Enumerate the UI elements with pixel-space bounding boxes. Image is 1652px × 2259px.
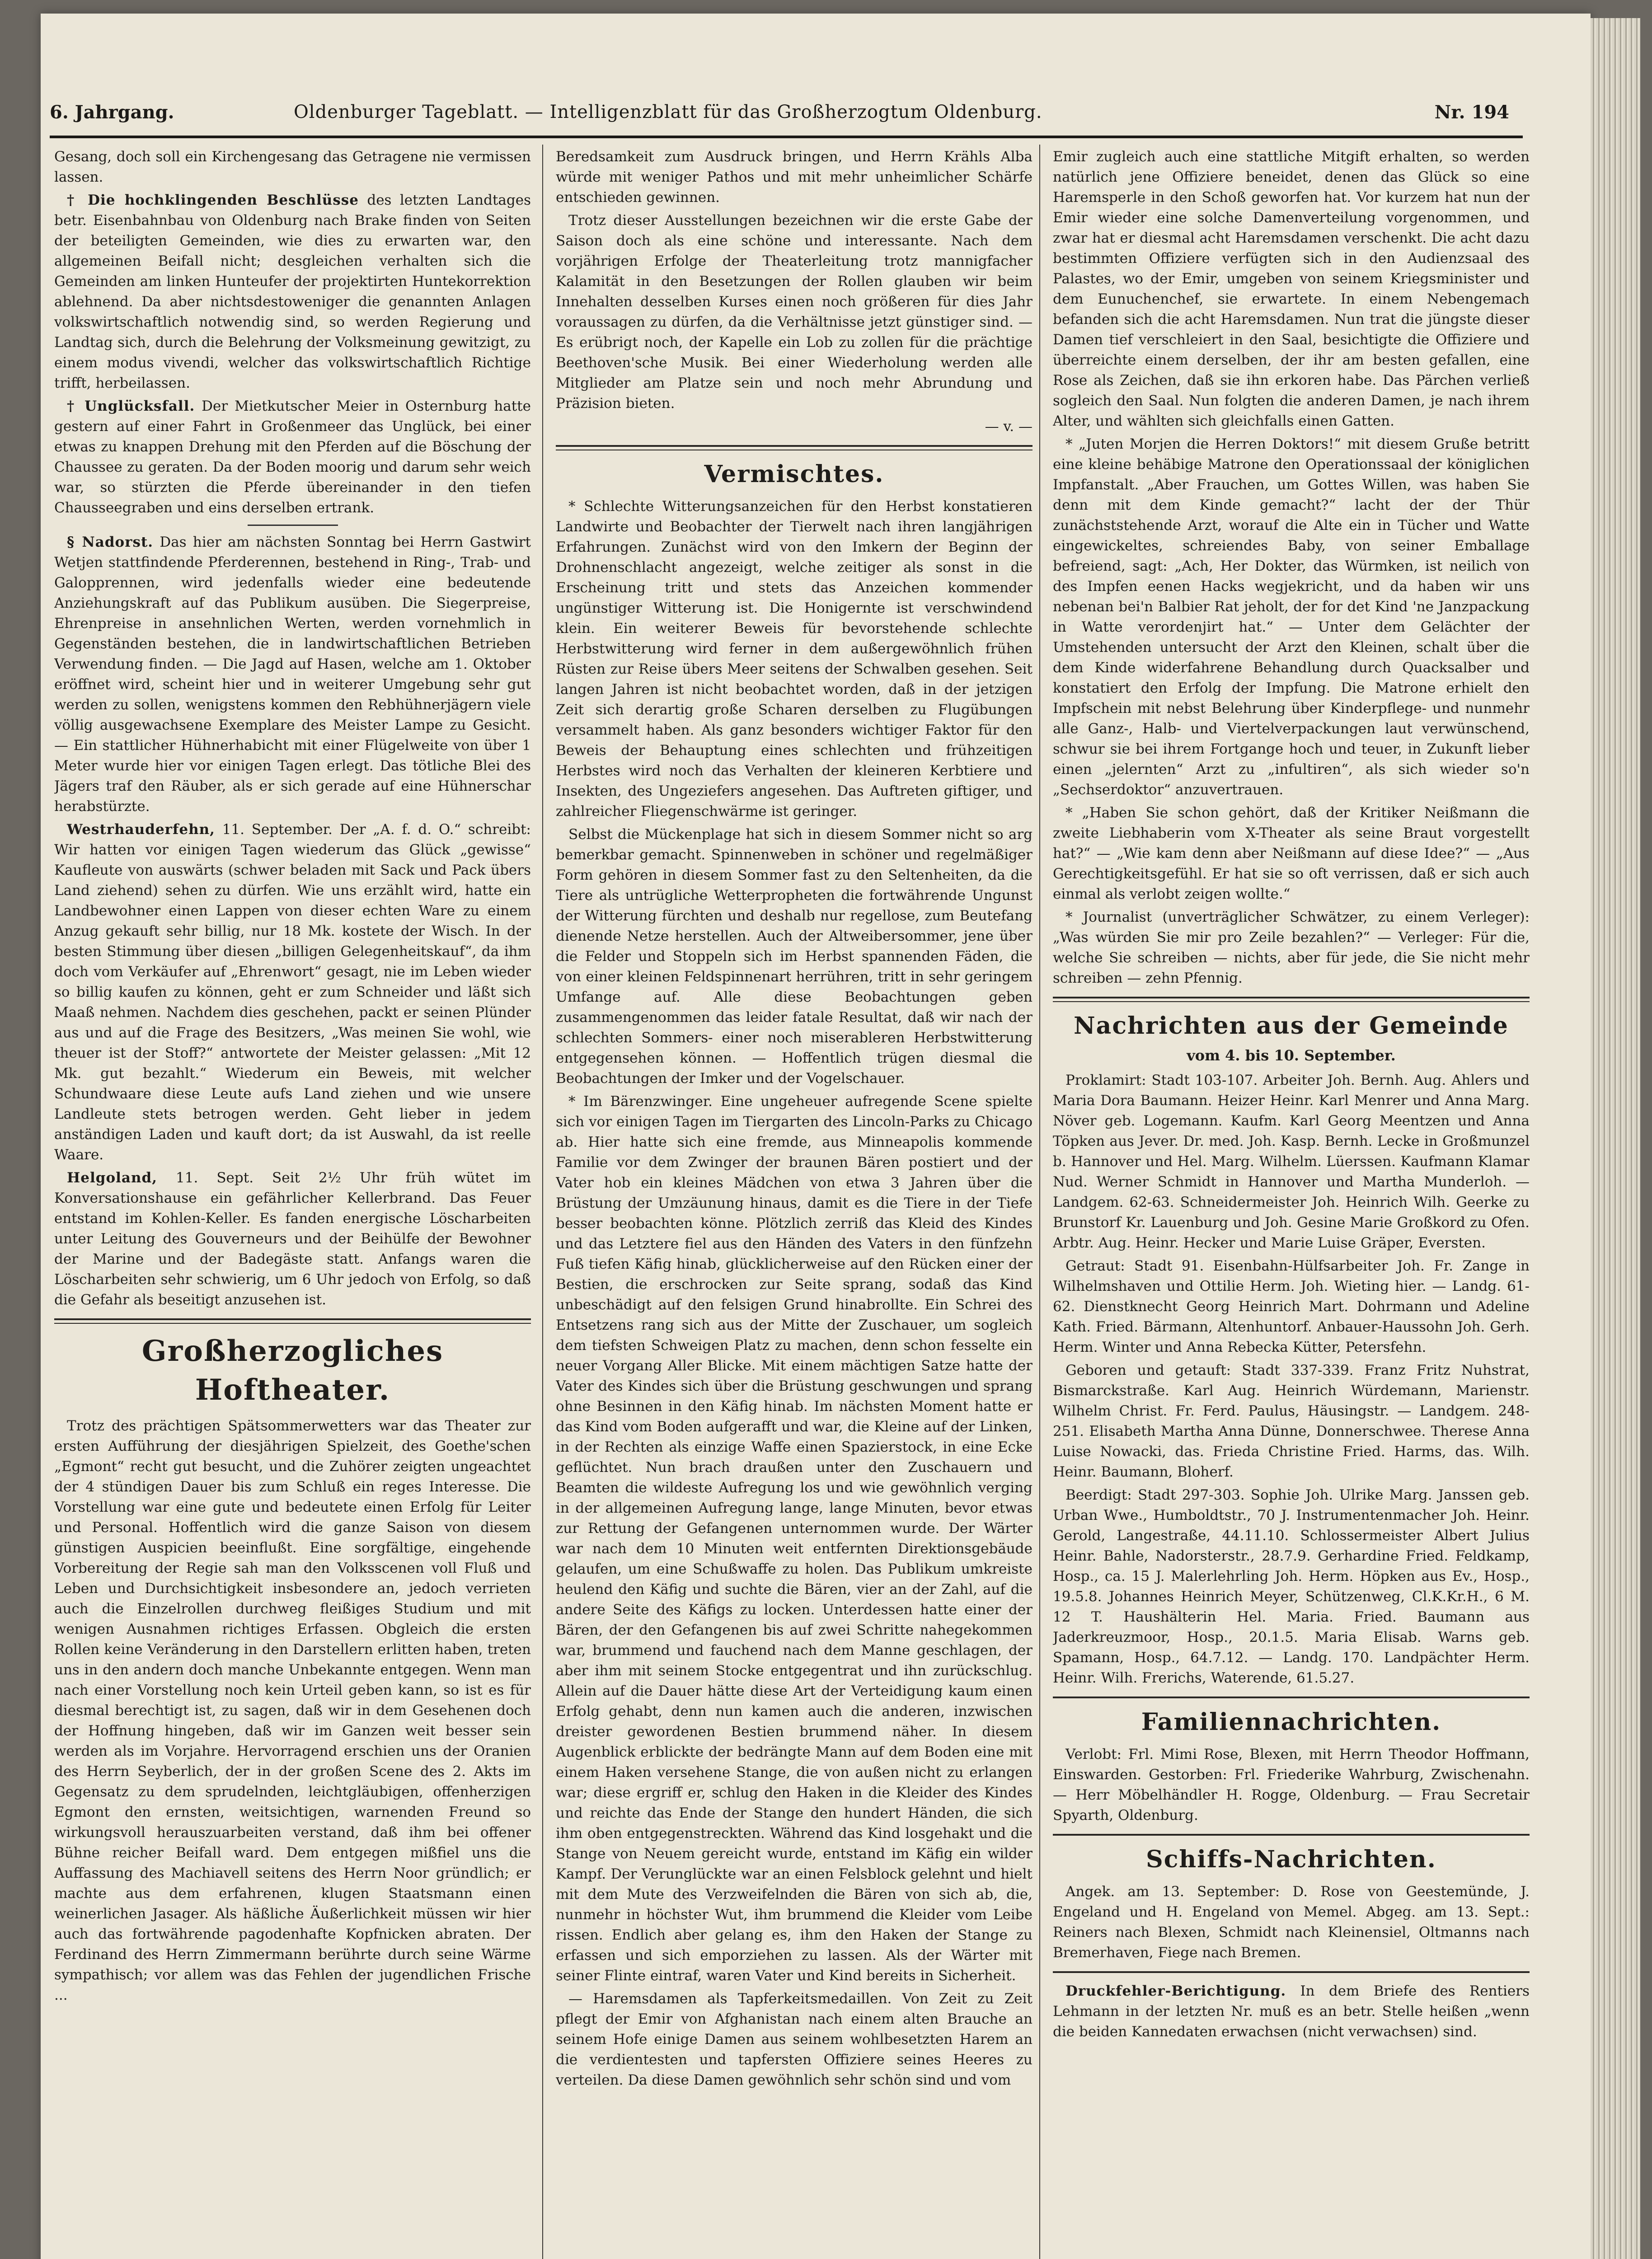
column-3	[1053, 147, 1530, 2259]
column-rule	[542, 145, 543, 2259]
article-paragraph: Gesang, doch soll ein Kirchengesang das Getragene nie vermissen lassen.	[54, 149, 531, 185]
article-paragraph: * „Juten Morjen die Herren Doktors!“ mit diesem Gruße betritt eine kleine behäbige Matrone den Operationssaal der königlichen Impfanstalt. „Aber Frauchen, um Gottes Willen, was haben Sie denn mit dem Kinde gemacht?“ lacht der der Thür zunächststehende Arzt, worauf die Alte ein in Tücher und Watte eingewickeltes, schreiendes Baby, von seiner Emballage befreiend, sagt: „Ach, Her Dokter, das Würmken, ist neilich von des Impfen eenen Hacks wegjekricht, und da haben wir uns nebenan bei'n Balbier Rat jeholt, der for det Kind 'ne Janzpackung in Watte verordenjirt hat.“ — Unter dem Gelächter der Umstehenden untersucht der Arzt den Kleinen, schalt über die dem Kinde widerfahrene Behandlung durch Quacksalber und konstatiert den Erfolg der Impfung. Die Matrone erhielt den Impfschein mit nebst Belehrung über Kinderpflege- und nunmehr alle Ganz-, Halb- und Viertelverpackungen laut verwünschend, schwur sie bei ihrem Fortgange hoch und teuer, in Zukunft lieber einen „jelernten“ Arzt zu „infultiren“, als sich wieder so'n „Sechserdoktor“ anzuvertrauen.	[1053, 436, 1530, 798]
section-title: Schiffs-Nachrichten.	[1146, 1846, 1436, 1873]
separator	[248, 525, 338, 526]
erratum-paragraph	[1053, 1981, 1530, 2042]
section-rule	[1053, 1834, 1530, 1836]
article-paragraph: Emir zugleich auch eine stattliche Mitgift erhalten, so werden natürlich jene Offiziere beneidet, denen das Glück so eine Haremsperle in den Schoß geworfen hat. Vor kurzem hat nun der Emir wieder eine solche Damenverteilung vorgenommen, und zwar hat er diesmal acht Haremsdamen verschenkt. Die acht dazu bestimmten Offiziere verfügten sich in den Audienzsaal des Palastes, wo der Emir, umgeben von seinem Kriegsminister und dem Eunuchenchef, sie erwartete. In einem Nebengemach befanden sich die acht Haremsdamen. Nun trat die jüngste dieser Damen tief verschleiert in den Saal, besichtigte die Offiziere und überreichte einem derselben, der ihr am besten gefallen, eine Rose als Zeichen, daß sie ihn erkoren habe. Das Pärchen verließ sogleich den Saal. Nun folgten die anderen Damen, je nach ihrem Alter, und wählten sich gleichfalls einen Gatten.	[1053, 149, 1530, 429]
section-title: Nachrichten aus der Gemeinde	[1074, 1012, 1509, 1040]
section-rule	[1053, 1697, 1530, 1698]
registry-entry: Proklamirt: Stadt 103-107. Arbeiter Joh. Bernh. Aug. Ahlers und Maria Dora Baumann. Heizer Heinr. Karl Menrer und Anna Marg. Növer geb. Logemann. Kaufm. Karl Georg Meentzen und Anna Töpken aus Jever. Dr. med. Joh. Kasp. Bernh. Lecke in Großmunzel b. Hannover und Hel. Marg. Wilhelm. Lüerssen. Kaufmann Klamar Nud. Werner Schmidt in Hannover und Martha Munderloh. — Landgem. 62-63. Schneidermeister Joh. Heinrich Wilh. Geerke zu Brunstorf Kr. Lauenburg und Joh. Gesine Marie Großkord zu Ofen. Arbtr. Aug. Heinr. Hecker und Marie Luise Gräper, Eversten.	[1053, 1072, 1530, 1251]
masthead-title: Oldenburger Tageblatt. — Intelligenzblatt für das Großherzogtum Oldenburg.	[294, 102, 1042, 122]
column-rule	[1039, 145, 1040, 2259]
column-1	[54, 147, 531, 2259]
article-text: 11. Sept. Seit 2½ Uhr früh wütet im Konversationshause ein gefährlicher Kellerbrand. Das Feuer entstand im Kohlen-Keller. Es fanden energische Löscharbeiten unter Leitung des Gouverneurs und der Beihülfe der Bewohner der Marine und der Badegäste statt. Anfangs waren die Löscharbeiten sehr schwierig, um 6 Uhr jedoch von Erfolg, so daß die Gefahr als beseitigt anzusehen ist.	[54, 1170, 531, 1308]
article-lead: Westrhauderfehn,	[67, 821, 215, 838]
section-rule	[1053, 1971, 1530, 1973]
article-paragraph: * Schlechte Witterungsanzeichen für den Herbst konstatieren Landwirte und Beobachter der Tierwelt nach ihren langjährigen Erfahrungen. Zunächst wird von den Imkern der Beginn der Drohnenschlacht angezeigt, welche zeitiger als sonst in die Erscheinung tritt und stets das Anzeichen kommender ungünstiger Witterung ist. Die Honigernte ist verschwindend klein. Ein weiterer Beweis für bevorstehende schlechte Herbstwitterung wird ferner in dem außergewöhnlich frühen Rüsten zur Reise übers Meer seitens der Schwalben gesehen. Seit langen Jahren ist nicht beobachtet worden, daß in der jetzigen Zeit sich derartig große Scharen derselben zu Flugübungen versammelt haben. Als ganz besonders wichtiger Faktor für den Beweis der Behauptung eines schlechten und frühzeitigen Herbstes wird noch das Verhalten der kleineren Kerbtiere und Insekten, des Ungeziefers angesehen. Das Auftreten giftiger, und zahlreicher Fliegenschwärme ist geringer.	[556, 498, 1032, 820]
registry-entry: Beerdigt: Stadt 297-303. Sophie Joh. Ulrike Marg. Janssen geb. Urban Wwe., Humboldtstr., 70 J. Instrumentenmacher Joh. Heinr. Gerold, Langestraße, 44.11.10. Schlossermeister Albert Julius Heinr. Bahle, Nadorsterstr., 28.7.9. Gerhardine Fried. Feldkamp, Hosp., ca. 15 J. Malerlehrling Joh. Herm. Höpken aus Ev., Hosp., 19.5.8. Johannes Heinrich Meyer, Schützenweg, Cl.K.Kr.H., 6 M. 12 T. Haushälterin Hel. Maria. Fried. Baumann aus Jaderkreuzmoor, Hosp., 20.1.5. Maria Elisab. Warns geb. Spamann, Hosp., 64.7.12. — Landg. 170. Landpächter Herm. Heinr. Wilh. Frerichs, Waterende, 61.5.27.	[1053, 1487, 1530, 1686]
section-rule	[1053, 997, 1530, 1002]
section-rule	[54, 1318, 531, 1324]
article-paragraph	[54, 190, 531, 394]
article-paragraph: * Im Bärenzwinger. Eine ungeheuer aufregende Scene spielte sich vor einigen Tagen im Tiergarten des Lincoln-Parks zu Chicago ab. Hier hatte sich eine fremde, aus Minneapolis kommende Familie vor dem Zwinger der braunen Bären postiert und der Vater hob ein kleines Mädchen von etwa 3 Jahren über die Brüstung der Umzäunung hinaus, damit es die Tiere in der Tiefe besser beobachten könne. Plötzlich zerriß das Kleid des Kindes und das Letztere fiel aus den Händen des Vaters in den fünfzehn Fuß tiefen Käfig hinab, glücklicherweise auf den Rücken einer der Bestien, die erschrocken zur Seite sprang, sodaß das Kind unbeschädigt auf den felsigen Grund hinabrollte. Ein Schrei des Entsetzens rang sich aus der Mitte der Zuschauer, um sogleich dem tiefsten Schweigen Platz zu machen, denn schon fesselte ein neuer Vorgang Aller Blicke. Mit einem mächtigen Satze hatte der Vater des Kindes sich über die Brüstung geschwungen und sprang ohne Besinnen in den Käfig hinab. Im nächsten Moment hatte er das Kind vom Boden aufgerafft und war, die Kleine auf der Linken, in der Rechten als einzige Waffe einen Spazierstock, in eine Ecke geflüchtet. Nun brach draußen unter den Zuschauern und Beamten die wildeste Aufregung los und wie gewöhnlich verging in der allgemeinen Aufregung lange, lange Minuten, bevor etwas zur Rettung der Gefangenen unternommen wurde. Der Wärter war nach dem 10 Minuten weit entfernten Direktionsgebäude gelaufen, um eine Schußwaffe zu holen. Das Publikum umkreiste heulend den Käfig und suchte die Bären, vier an der Zahl, auf die andere Seite des Käfigs zu locken. Unterdessen hatte einer der Bären, der den Gefangenen bis auf zwei Schritte nahegekommen war, brummend und fauchend nach dem Manne geschlagen, der aber ihm mit seinem Stocke entgegentrat und ihn zurückschlug. Allein auf die Dauer hätte diese Art der Verteidigung kaum einen Erfolg gehabt, denn nun kamen auch die anderen, inzwischen dreister gewordenen Bestien brummend näher. In diesem Augenblick erblickte der bedrängte Mann auf dem Boden eine mit einem Haken versehene Stange, die von außen nicht zu erlangen war; diese ergriff er, schlug den Haken in die Kleider des Kindes und reichte das Ende der Stange den hundert Händen, die sich ihm oben entgegenstreckten. Während das Kind losgehakt und die Stange von Neuem gereicht wurde, entstand im Käfig ein wilder Kampf. Der Verunglückte war an einen Felsblock gelehnt und hielt mit dem Mute des Verzweifelnden die Bären von sich ab, die, nunmehr in höchster Wut, ihm brummend die Kleider vom Leibe rissen. Endlich aber gelang es, ihm den Haken der Stange zu erfassen und sich emporziehen zu lassen. Als der Wärter mit seiner Flinte eintraf, waren Vater und Kind bereits in Sicherheit.	[556, 1093, 1032, 1984]
article-text: 11. September. Der „A. f. d. O.“ schreibt: Wir hatten vor einigen Tagen wiederum das Glück „gewisse“ Kaufleute von auswärts (schwer beladen mit Sack und Pack übers Land ziehend) sehen zu dürfen. Wie uns erzählt wird, hatte ein Landbewohner einen Lappen von dieser echten Ware zu einem Anzug gekauft sehr billig, nur 18 Mk. kostete der Wisch. In der besten Stimmung über diesen „billigen Gelegenheitskauf“, da ihm doch vom Verkäufer auf „Ehrenwort“ gesagt, nie im Leben wieder so billig kaufen zu können, geht er zum Schneider und läßt sich Maaß nehmen. Nachdem dies geschehen, packt er seinen Plünder aus und auf die Frage des Besitzers, „Was meinen Sie wohl, wie theuer ist der Stoff?“ antwortete der Meister gelassen: „Mit 12 Mk. gut bezahlt.“ Wiederum ein Beweis, mit welcher Schundwaare diese Leute aufs Land ziehen und wie unsere Landleute stets betrogen werden. Geht lieber in jedem anständigen Laden und kauft dort; da ist Auswahl, da ist reelle Waare.	[54, 821, 531, 1163]
page-stack-edges	[1591, 18, 1640, 2259]
article-paragraph: Beredsamkeit zum Ausdruck bringen, und Herrn Krähls Alba würde mit weniger Pathos und mit mehr unheimlicher Schärfe entschieden gewinnen.	[556, 149, 1032, 206]
article-paragraph: Trotz des prächtigen Spätsommerwetters war das Theater zur ersten Aufführung der diesjährigen Spielzeit, des Goethe'schen „Egmont“ recht gut besucht, und die Zuhörer zeigten ungeachtet der 4 stündigen Dauer bis zum Schluß ein reges Interesse. Die Vorstellung war eine gute und bedeutete einen Erfolg für Leiter und Personal. Hoffentlich wird die ganze Saison von diesem günstigen Auspicien beeinflußt. Eine sorgfältige, eingehende Vorbereitung der Regie sah man den Volksscenen voll Fluß und Leben und Durchsichtigkeit insbesondere an, jedoch verrieten auch die Einzelrollen durchweg fleißiges Studium und mit wenigen Ausnahmen richtiges Erfassen. Obgleich die ersten Rollen keine Veränderung in den Darstellern erlitten haben, treten uns in den andern doch manche Unbekannte entgegen. Wenn man nach einer Vorstellung noch kein Urteil geben kann, so ist es für diesmal berechtigt ist, zu sagen, daß wir in dem Gesehenen doch der Hoffnung hingeben, daß wir im Ganzen weit besser sein werden als im Vorjahre. Hervorragend erschien uns der Oranien des Herrn Seyberlich, der in der großen Scene des 2. Akts im Gegensatz zu dem sprudelnden, leichtgläubigen, offenherzigen Egmont den ernsten, weitsichtigen, warnenden Freund so wirkungsvoll herauszuarbeiten verstand, daß ihm bei offener Bühne reicher Beifall ward. Dem entgegen mißfiel uns die Auffassung des Machiavell seitens des Herrn Noor gründlich; er machte aus dem erfahrenen, klugen Staatsmann einen weinerlichen Jasager. Als häßliche Äußerlichkeit müssen wir hier auch das fortwährende pagodenhafte Kopfnicken abraten. Der Ferdinand des Herrn Zimmermann berührte durch seine Wärme sympathisch; vor allem was das Fehlen der jugendlichen Frische ...	[54, 1418, 531, 2003]
article-paragraph	[54, 1168, 531, 1310]
section-title: Großherzogliches Hoftheater.	[141, 1334, 444, 1407]
ship-notices: Angek. am 13. September: D. Rose von Geestemünde, J. Engeland und H. Engeland von Memel. Abgeg. am 13. Sept.: Reiners nach Blexen, Schmidt nach Kleinensiel, Oltmanns nach Bremerhaven, Fiege nach Bremen.	[1053, 1884, 1530, 1961]
article-paragraph: * „Haben Sie schon gehört, daß der Kritiker Neißmann die zweite Liebhaberin vom X-Theater als seine Braut vorgestellt hat?“ — „Wie kam denn aber Neißmann auf diese Idee?“ — „Aus Gerechtigkeitsgefühl. Er hat sie so oft verrissen, daß er sich auch einmal als verlobt zeigen wollte.“	[1053, 805, 1530, 902]
section-rule	[556, 445, 1032, 450]
article-lead: Helgoland,	[67, 1170, 158, 1186]
issue-number: Nr. 194	[1434, 102, 1509, 123]
article-paragraph: Selbst die Mückenplage hat sich in diesem Sommer nicht so arg bemerkbar gemacht. Spinnenweben in schöner und regelmäßiger Form gehören in diesem Sommer fast zu den Seltenheiten, da die Tiere als untrügliche Wetterpropheten die fortwährende Ungunst der Witterung fürchten und deshalb nur regellose, zum Beutefang dienende Netze herstellen. Auch der Altweibersommer, jene über die Felder und Stoppeln sich im Herbst spannenden Fäden, die von einer kleinen Feldspinnenart herrühren, tritt in sehr geringem Umfange auf. Alle diese Beobachtungen geben zusammengenommen das leider fatale Resultat, daß wir nach der schlechten Sommers- einer noch miserableren Herbstwitterung entgegensehen können. — Hoffentlich trügen diesmal die Beobachtungen der Imker und der Vogelschauer.	[556, 826, 1032, 1087]
article-text: In dem Briefe des Rentiers Lehmann in der letzten Nr. muß es an betr. Stelle heißen „wenn die beiden Kannedaten erwachsen (nicht verwachsen) sind.	[1053, 1983, 1530, 2040]
article-paragraph: Trotz dieser Ausstellungen bezeichnen wir die erste Gabe der Saison doch als eine schöne und interessante. Nach dem vorjährigen Erfolge der Theaterleitung trotz mannigfacher Kalamität in den Besetzungen der Rollen glauben wir beim Innehalten desselben Kurses einen noch größeren für dies Jahr voraussagen zu dürfen, da die Verhältnisse jetzt günstiger sind. — Es erübrigt noch, der Kapelle ein Lob zu zollen für die prächtige Beethoven'sche Musik. Bei einer Wiederholung werden alle Mitglieder am Platze sein und noch mehr Abrundung und Präzision bieten.	[556, 212, 1032, 412]
volume-label: 6. Jahrgang.	[50, 102, 174, 123]
registry-entry: Getraut: Stadt 91. Eisenbahn-Hülfsarbeiter Joh. Fr. Zange in Wilhelmshaven und Ottilie Herm. Joh. Wieting hier. — Landg. 61-62. Dienstknecht Georg Heinrich Mart. Dohrmann und Adeline Kath. Fried. Bärmann, Altenhuntorf. Anbauer-Haussohn Joh. Gerh. Herm. Winter und Anna Rebecka Kütter, Petersfehn.	[1053, 1258, 1530, 1355]
section-title: Familiennachrichten.	[1141, 1708, 1441, 1736]
article-lead: † Die hochklingenden Beschlüsse	[67, 192, 359, 208]
author-signature: — v. —	[985, 418, 1032, 435]
article-paragraph	[54, 396, 531, 518]
column-2	[556, 147, 1032, 2259]
article-paragraph	[54, 820, 531, 1165]
section-subtitle: vom 4. bis 10. September.	[1187, 1047, 1396, 1064]
family-notices: Verlobt: Frl. Mimi Rose, Blexen, mit Herrn Theodor Hoffmann, Einswarden. Gestorben: Frl. Friederike Wahrburg, Zwischenahn. — Herr Möbelhändler H. Rogge, Oldenburg. — Frau Secretair Spyarth, Oldenburg.	[1053, 1746, 1530, 1823]
article-text: Der Mietkutscher Meier in Osternburg hatte gestern auf einer Fahrt in Großenmeer das Unglück, bei einer etwas zu knappen Drehung mit den Pferden auf die Böschung der Chaussee zu geraten. Da der Boden moorig und darum sehr weich war, so stürzten die Pferde übereinander in den tiefen Chausseegraben und eins derselben ertrank.	[54, 398, 531, 516]
article-lead: § Nadorst.	[67, 534, 154, 550]
header-rule	[50, 136, 1523, 138]
article-lead: † Unglücksfall.	[67, 398, 195, 414]
article-text: Das hier am nächsten Sonntag bei Herrn Gastwirt Wetjen stattfindende Pferderennen, bestehend in Ring-, Trab- und Galopprennen, wird jedenfalls wieder eine bedeutende Anziehungskraft auf das Publikum ausüben. Die Siegerpreise, Ehrenpreise in ansehnlichen Werten, werden vornehmlich in Gegenständen bestehen, die in landwirtschaftlichen Betrieben Verwendung finden. — Die Jagd auf Hasen, welche am 1. Oktober eröffnet wird, scheint hier und in weiterer Umgebung sehr gut werden zu sollen, wenigstens kommen den Rebhühnerjägern viele völlig ausgewachsene Exemplare des Meister Lampe zu Gesicht. — Ein stattlicher Hühnerhabicht mit einer Flügelweite von über 1 Meter wurde hier vor einigen Tagen erlegt. Das tötliche Blei des Jägers traf den Räuber, als er sich gerade auf eine Hühnerschar herabstürzte.	[54, 534, 531, 815]
article-lead: Druckfehler-Berichtigung.	[1065, 1983, 1286, 1999]
registry-entry: Geboren und getauft: Stadt 337-339. Franz Fritz Nuhstrat, Bismarckstraße. Karl Aug. Heinrich Würdemann, Marienstr. Wilhelm Christ. Fr. Ferd. Paulus, Häusingstr. — Landgem. 248-251. Elisabeth Martha Anna Dünne, Donnerschwee. Therese Anna Luise Nowacki, das. Frieda Christine Fried. Harms, das. Wilh. Heinr. Baumann, Bloherf.	[1053, 1362, 1530, 1480]
article-paragraph: — Haremsdamen als Tapferkeitsmedaillen. Von Zeit zu Zeit pflegt der Emir von Afghanistan nach einem alten Brauche an seinem Hofe einige Damen aus seinem wohlbesetzten Harem an die verdientesten und tapfersten Offiziere seines Heeres zu verteilen. Da diese Damen gewöhnlich sehr schön sind und vom	[556, 1991, 1032, 2088]
article-paragraph: * Journalist (unverträglicher Schwätzer, zu einem Verleger): „Was würden Sie mir pro Zeile bezahlen?“ — Verleger: Für die, welche Sie schreiben — nichts, aber für jede, die Sie nicht mehr schreiben — zehn Pfennig.	[1053, 909, 1530, 986]
page-header	[50, 102, 1509, 133]
section-title: Vermischtes.	[704, 460, 884, 488]
article-text: des letzten Landtages betr. Eisenbahnbau von Oldenburg nach Brake finden von Seiten der beteiligten Gemeinden, wie dies zu erwarten war, den allgemeinen Beifall nicht; desgleichen verhalten sich die Gemeinden am linken Hunteufer der projektirten Huntekorrektion ablehnend. Da aber nichtsdestoweniger die genannten Anlagen volkswirtschaftlich notwendig sind, so werden Regierung und Landtag sich, durch die Belehrung der Volksmeinung gewitzigt, zu einem modus vivendi, welcher das volkswirtschaftlich Richtige trifft, herbeilassen.	[54, 192, 531, 391]
article-paragraph	[54, 532, 531, 817]
